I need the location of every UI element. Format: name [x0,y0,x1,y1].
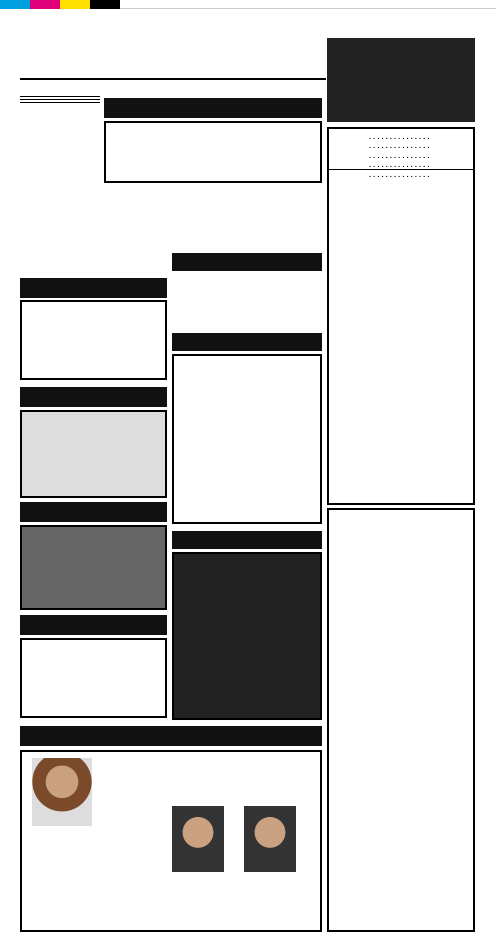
game-date [335,132,369,141]
schedule-row [329,132,473,141]
small-ad-divider [20,102,100,103]
game-date [335,141,369,150]
game-venue [431,151,441,160]
game-time [441,160,467,169]
game-time [441,132,467,141]
small-ads-column [20,96,100,105]
color-bar [0,0,120,9]
schedules-title [327,38,475,122]
hauling-heading [20,278,167,298]
stickler-heading [172,253,322,271]
logs-wanted-heading [104,98,322,118]
game-date [335,160,369,169]
top-band [0,0,496,9]
electrical-ad [20,525,167,610]
game-opponent [369,151,431,160]
stickler-ad [172,273,322,279]
divider [20,78,326,80]
game-time [441,141,467,150]
game-time [441,151,467,160]
tree-removal-heading [20,387,167,407]
elder-abuse-ad [172,552,322,720]
schedule-row [329,170,473,179]
real-estate-ad [20,750,322,932]
agent-photo-james [244,806,296,872]
logs-wanted-ad [104,121,322,183]
classifieds-title [20,12,326,62]
electrical-heading [20,502,167,522]
game-opponent [369,160,431,169]
small-ad-divider [20,96,100,97]
small-ad [20,102,100,103]
elder-abuse-heading [172,531,322,549]
tree-removal-ad [20,410,167,498]
schedule-row [329,151,473,160]
game-date [335,170,369,179]
game-opponent [369,141,431,150]
agent-photo-bill [172,806,224,872]
tree-trimming-ad [20,638,167,718]
hauling-ad [20,300,167,380]
game-venue [431,141,441,150]
game-opponent [369,170,431,179]
schedule-row [329,160,473,169]
tree-trimming-heading [20,615,167,635]
construction-ad [172,354,322,524]
game-venue [431,170,441,179]
small-ad-divider [20,99,100,100]
game-date [335,151,369,160]
agent-photo-joyce [32,758,92,826]
girls-schedule [327,127,475,505]
schedule-row [329,141,473,150]
game-opponent [369,132,431,141]
construction-heading [172,333,322,351]
game-venue [431,160,441,169]
small-ad [20,96,100,97]
small-ad [20,99,100,100]
real-estate-heading [20,726,322,746]
boys-schedule [327,508,475,932]
game-time [441,170,467,179]
game-venue [431,132,441,141]
